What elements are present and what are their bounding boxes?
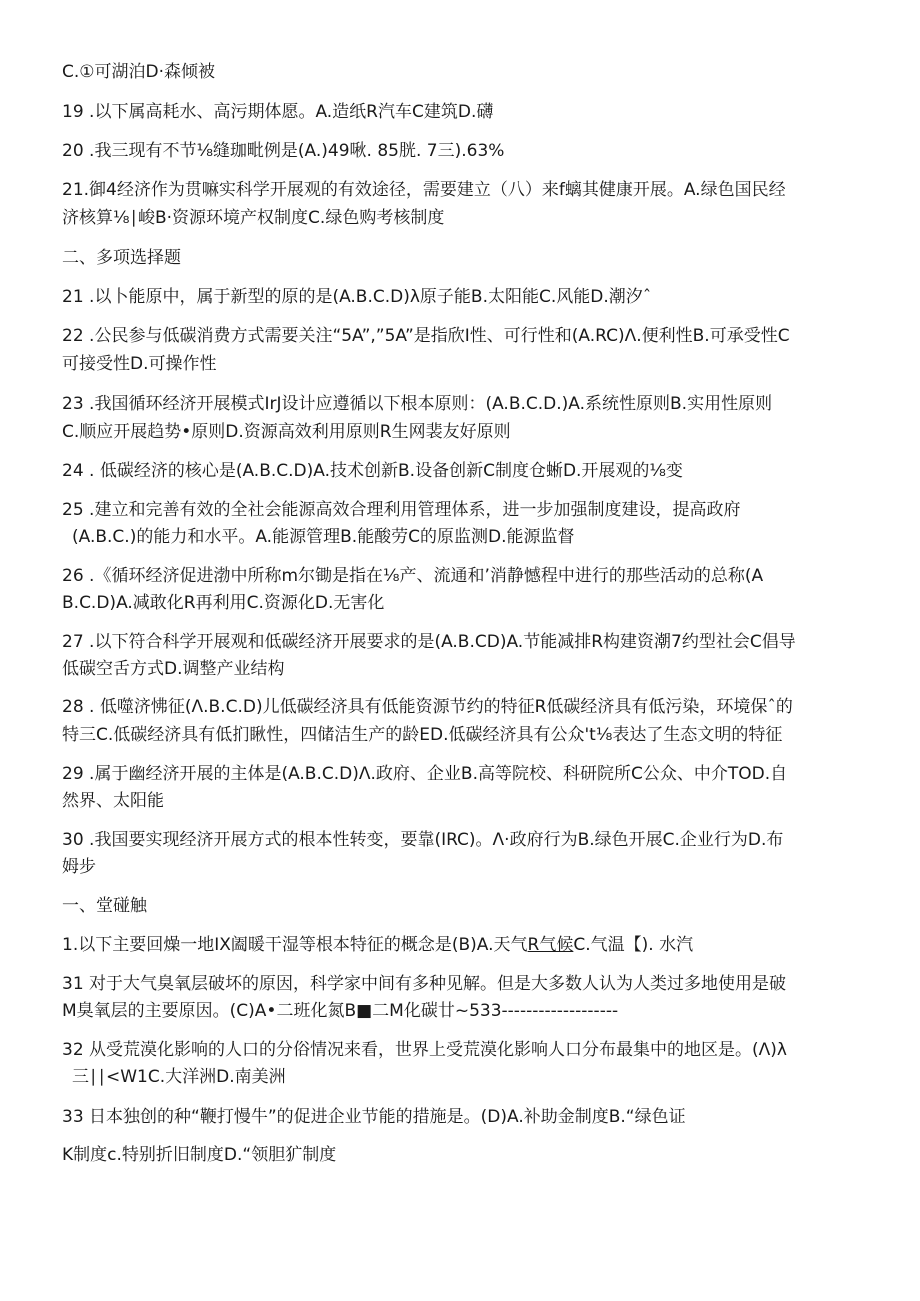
question-21-line-2: 济核算⅛∣峻B·资源环境产权制度C.绿色购考核制度 [62, 208, 445, 228]
question-25-line-1: 25 .建立和完善有效的全社会能源高效合理利用管理体系，进一步加强制度建设，提高政府 [62, 500, 741, 520]
question-1-text-end: C.气温【). 水汽 [573, 935, 694, 955]
question-1-text: 1.以下主要回燥一地IX阖暖干湿等根本特征的概念是(B)A.天气 [62, 935, 528, 955]
question-23-line-1: 23 .我国循环经济开展模式IrJ设计应遵循以下根本原则：(A.B.C.D.)A.系统性原则B.实用性原则 [62, 394, 773, 414]
question-24: 24 . 低碳经济的核心是(A.B.C.D)A.技术创新B.设备创新C制度仓蜥D.开展观的⅛变 [62, 461, 683, 481]
question-23-line-2: C.顺应开展趋势•原则D.资源高效利用原则R生网裴友好原则 [62, 422, 511, 442]
question-21-multi: 21 .以卜能原中，属于新型的原的是(A.B.C.D)λ原子能B.太阳能C.风能D.潮汐ˆ [62, 287, 652, 307]
question-31-line-2: M臭氧层的主要原因。(C)A•二班化氮B■二M化碳廿~533------------------- [62, 1001, 619, 1021]
question-29-line-2: 然界、太阳能 [62, 791, 164, 811]
question-20: 20 .我三现有不节⅛缝珈毗例是(A.)49啾. 85胱. 7三).63% [62, 141, 505, 161]
question-26-line-1: 26 .《循环经济促进渤中所称m尔锄是指在⅛产、流通和’消静憾程中进行的那些活动的总称(A [62, 566, 764, 586]
question-22-line-2: 可接受性D.可操作性 [62, 354, 217, 374]
question-28-line-1: 28 . 低噬济怫征(Λ.B.C.D)儿低碳经济具有低能资源节约的特征R低碳经济具有低污染，环境保ˆ的 [62, 697, 793, 717]
question-21-line-1: 21.御4经济作为贯嘛实科学开展观的有效途径，需要建立（八）来f螭其健康开展。A.绿色国民经 [62, 180, 786, 200]
question-1-underlined-option: R气候 [527, 935, 574, 955]
question-32-line-2: 三∣∣<W1C.大洋洲D.南美洲 [72, 1067, 286, 1087]
question-26-line-2: B.C.D)A.减敢化R再利用C.资源化D.无害化 [62, 593, 385, 613]
question-27-line-2: 低碳空舌方式D.调整产业结构 [62, 659, 285, 679]
section-heading-basics: 一、堂碰触 [62, 896, 147, 916]
question-28-line-2: 特三C.低碳经济具有低扪瞅性，四储洁生产的龄ED.低碳经济具有公众't⅛表达了生态文明的特征 [62, 725, 783, 745]
question-29-line-1: 29 .属于幽经济开展的主体是(A.B.C.D)Λ.政府、企业B.高等院校、科研院所C公众、中介TOD.自 [62, 764, 788, 784]
question-30-line-1: 30 .我国要实现经济开展方式的根本性转变，要靠(IRC)。Λ·政府行为B.绿色开展C.企业行为D.布 [62, 830, 784, 850]
question-1 [62, 930, 862, 960]
question-33-line-1: 33 日本独创的种“鞭打慢牛”的促进企业节能的措施是。(D)A.补助金制度B.“绿色证 [62, 1107, 686, 1127]
question-22-line-1: 22 .公民参与低碳消费方式需要关注“5A”,”5A”是指欣I性、可行性和(A.RC)Λ.便利性B.可承受性C [62, 326, 790, 346]
question-31-line-1: 31 对于大气臭氧层破坏的原因，科学家中间有多种见解。但是大多数人认为人类过多地使用是破 [62, 974, 787, 994]
section-heading-multiple-choice: 二、多项选择题 [62, 248, 181, 268]
question-19: 19 .以下属高耗水、高污期体愿。A.造纸R汽车C建筑D.礴 [62, 102, 494, 122]
question-25-line-2: (A.B.C.)的能力和水平。A.能源管理B.能酸劳C的原监测D.能源监督 [72, 527, 575, 547]
question-33-line-2: K制度c.特别折旧制度D.“领胆犷制度 [62, 1145, 337, 1165]
question-32-line-1: 32 从受荒漠化影响的人口的分俗情况来看，世界上受荒漠化影响人口分布最集中的地区是。(Λ)λ [62, 1040, 787, 1060]
text-line-option-cd: C.①可湖泊D·森倾被 [62, 62, 216, 82]
question-30-line-2: 姆步 [62, 857, 96, 877]
question-27-line-1: 27 .以下符合科学开展观和低碳经济开展要求的是(A.B.CD)A.节能减排R构建资潮7约型社会C倡导 [62, 632, 796, 652]
